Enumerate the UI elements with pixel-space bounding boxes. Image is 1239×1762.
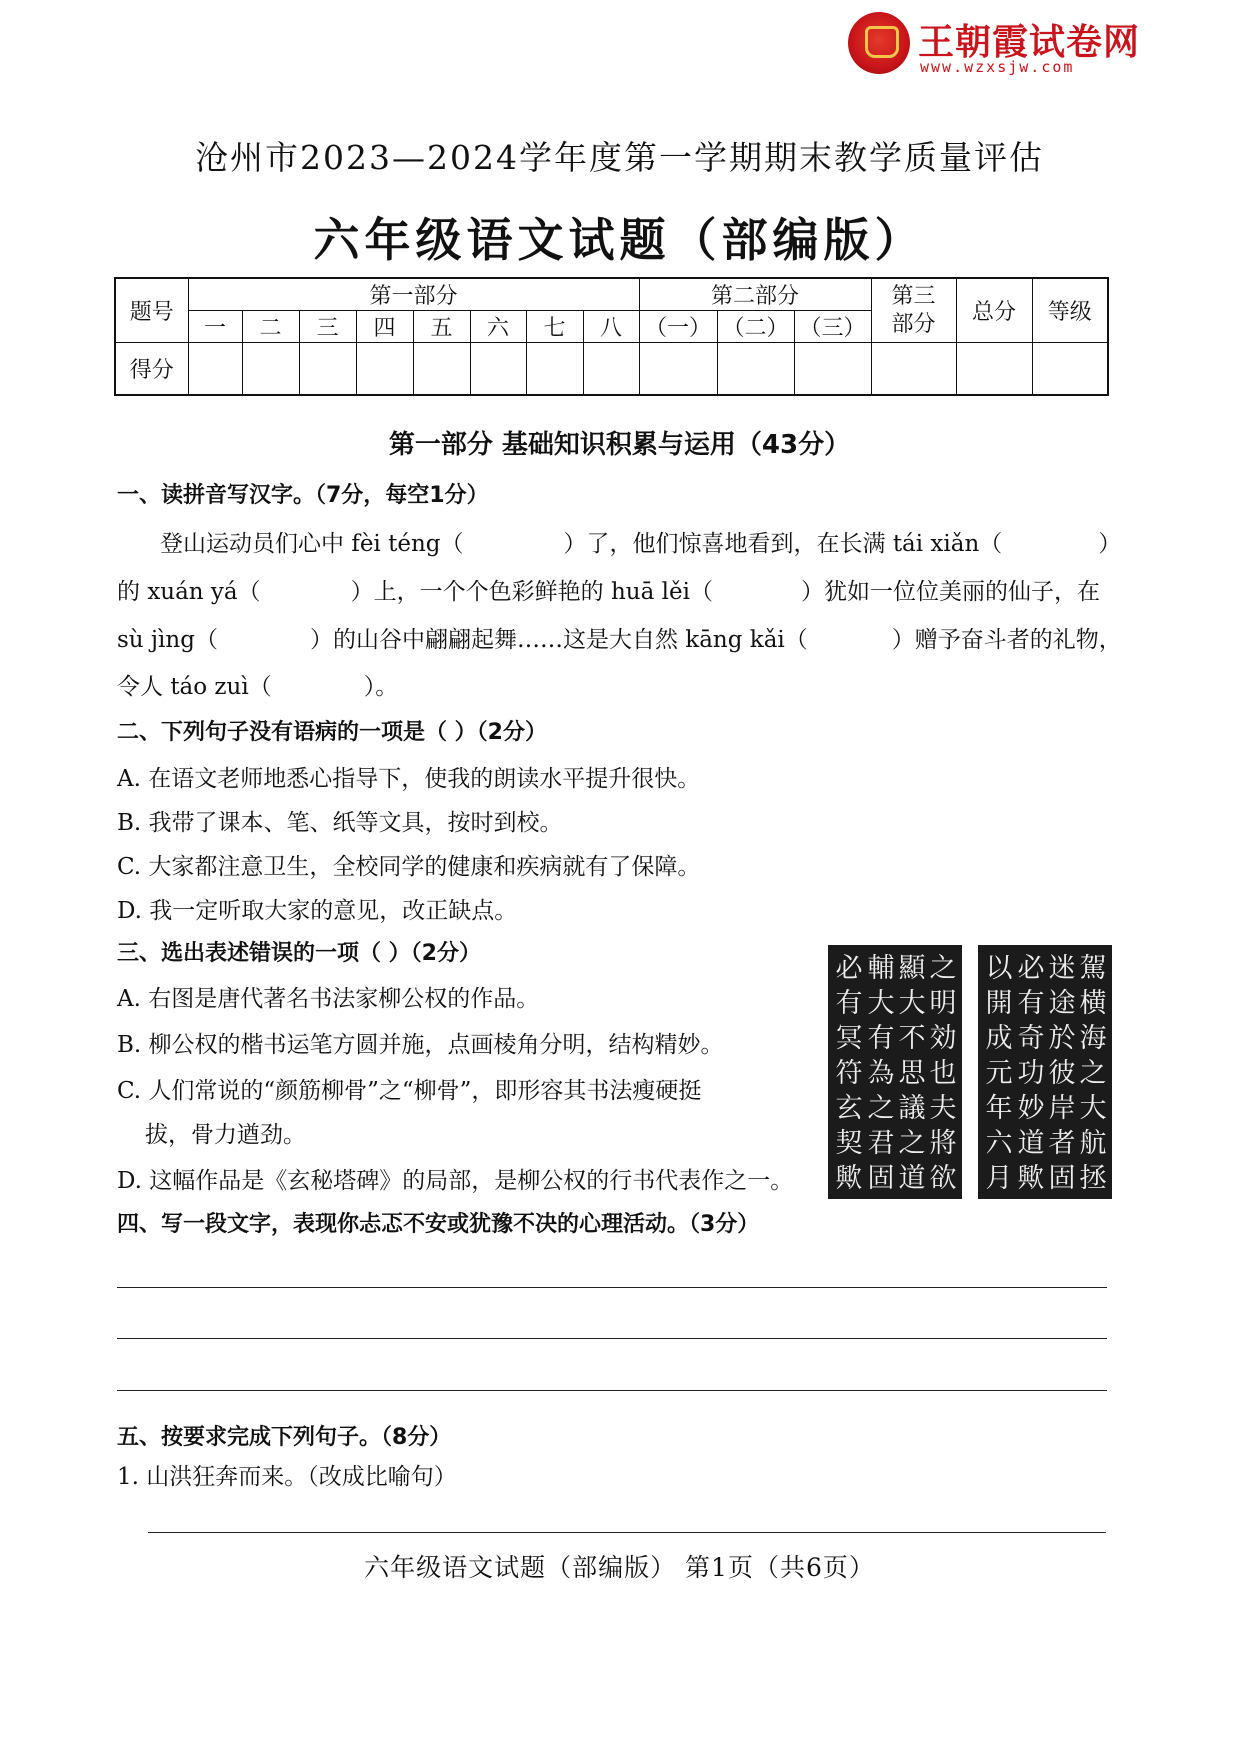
q1-text: 令人	[117, 674, 163, 700]
answer-line[interactable]	[117, 1338, 1107, 1339]
row-label-question: 题号	[115, 278, 188, 343]
item-3: 三	[299, 311, 356, 343]
score-cell[interactable]	[794, 343, 871, 395]
pinyin: fèi téng	[351, 531, 441, 557]
q2-option-a[interactable]: A. 在语文老师地悉心指导下，使我的朗读水平提升很快。	[117, 766, 701, 792]
item-5: 五	[413, 311, 470, 343]
q2-option-d[interactable]: D. 我一定听取大家的意见，改正缺点。	[117, 898, 518, 924]
item-part2-3: （三）	[794, 311, 871, 343]
header-part2: 第二部分	[639, 278, 871, 311]
score-cell[interactable]	[356, 343, 413, 395]
score-cell[interactable]	[413, 343, 470, 395]
answer-line[interactable]	[117, 1390, 1107, 1391]
item-4: 四	[356, 311, 413, 343]
q4-heading: 四、写一段文字，表现你忐忑不安或犹豫不决的心理活动。（3分）	[117, 1212, 760, 1237]
seal-icon	[848, 12, 910, 74]
q3-option-b[interactable]: B. 柳公权的楷书运笔方圆并施，点画棱角分明，结构精妙。	[117, 1032, 724, 1058]
pinyin: sù jìng	[117, 627, 195, 653]
calligraphy-column: 之明効也夫將欲	[929, 953, 957, 1194]
calligraphy-column: 必有奇功妙道歟	[1017, 953, 1045, 1194]
q2-option-c[interactable]: C. 大家都注意卫生，全校同学的健康和疾病就有了保障。	[117, 854, 701, 880]
score-cell[interactable]	[470, 343, 526, 395]
q2-heading: 二、下列句子没有语病的一项是（ ）（2分）	[117, 720, 547, 745]
q1-text: 了，他们惊喜地看到，在长满	[586, 531, 886, 557]
q3-option-c-cont: 拔，骨力遒劲。	[145, 1122, 306, 1148]
item-1: 一	[188, 311, 242, 343]
header-part3: 第三部分	[871, 278, 956, 343]
pinyin: huā lěi	[610, 579, 690, 605]
item-7: 七	[526, 311, 583, 343]
score-cell[interactable]	[639, 343, 717, 395]
score-cell[interactable]	[717, 343, 794, 395]
item-part2-1: （一）	[639, 311, 717, 343]
logo-brand: 王朝霞试卷网	[918, 22, 1141, 63]
pinyin: kāng kǎi	[685, 627, 785, 653]
site-logo	[848, 10, 1178, 76]
q5-item-1: 1. 山洪狂奔而来。（改成比喻句）	[117, 1464, 457, 1490]
score-cell[interactable]	[583, 343, 639, 395]
q1-line2: 的 xuán yá（ ）上，一个个色彩鲜艳的 huā lěi（ ）犹如一位位美丽的仙子，在	[117, 579, 1100, 605]
score-cell[interactable]	[188, 343, 242, 395]
score-cell[interactable]	[1032, 343, 1108, 395]
calligraphy-column: 迷途於彼岸者固	[1048, 953, 1076, 1194]
calligraphy-column: 以開成元年六月	[985, 953, 1013, 1194]
q1-heading: 一、读拼音写汉字。（7分，每空1分）	[117, 483, 489, 508]
calligraphy-image-left	[828, 945, 962, 1199]
page-footer: 六年级语文试题（部编版） 第1页（共6页）	[364, 1553, 875, 1582]
q3-option-c[interactable]: C. 人们常说的“颜筋柳骨”之“柳骨”，即形容其书法瘦硬挺	[117, 1078, 702, 1104]
q3-option-a[interactable]: A. 右图是唐代著名书法家柳公权的作品。	[117, 986, 540, 1012]
header-part1: 第一部分	[188, 278, 639, 311]
q2-option-b[interactable]: B. 我带了课本、笔、纸等文具，按时到校。	[117, 810, 563, 836]
q1-text: 的山谷中翩翩起舞……这是大自然	[332, 627, 678, 653]
answer-line[interactable]	[148, 1532, 1106, 1533]
row-label-score: 得分	[115, 343, 188, 395]
item-6: 六	[470, 311, 526, 343]
q1-line1: 登山运动员们心中 fèi téng（ ）了，他们惊喜地看到，在长满 tái xiǎn（ ）	[160, 531, 1122, 557]
part1-heading: 第一部分 基础知识积累与运用（43分）	[388, 430, 851, 460]
q1-text: 登山运动员们心中	[160, 531, 344, 557]
calligraphy-column: 必有冥符玄契歟	[835, 953, 863, 1194]
score-cell[interactable]	[242, 343, 299, 395]
calligraphy-column: 顯大不思議之道	[898, 953, 926, 1194]
answer-line[interactable]	[117, 1287, 1107, 1288]
q1-text: 。	[375, 674, 399, 700]
score-cell[interactable]	[299, 343, 356, 395]
calligraphy-image-right	[978, 945, 1112, 1199]
q5-heading: 五、按要求完成下列句子。（8分）	[117, 1425, 452, 1450]
item-8: 八	[583, 311, 639, 343]
header-grade: 等级	[1032, 278, 1108, 343]
q1-text: 上，一个个色彩鲜艳的	[373, 579, 604, 605]
q1-text: 的	[117, 579, 140, 605]
q1-text: 犹如一位位美丽的仙子，在	[823, 579, 1100, 605]
q1-line3: sù jìng（ ）的山谷中翩翩起舞……这是大自然 kāng kǎi（ ）赠予奋斗者的礼物，	[117, 627, 1122, 653]
item-2: 二	[242, 311, 299, 343]
pinyin: xuán yá	[147, 579, 238, 605]
pinyin: tái xiǎn	[892, 531, 980, 557]
exam-subtitle: 六年级语文试题（部编版）	[313, 213, 926, 267]
exam-title: 沧州市2023—2024学年度第一学期期末教学质量评估	[195, 138, 1044, 177]
score-cell[interactable]	[526, 343, 583, 395]
calligraphy-column: 輔大有為之君固	[867, 953, 895, 1194]
logo-url: www.wzxsjw.com	[920, 58, 1075, 76]
item-part2-2: （二）	[717, 311, 794, 343]
score-table	[114, 277, 1109, 396]
q3-heading: 三、选出表述错误的一项（ ）（2分）	[117, 941, 481, 966]
q1-text: 赠予奋斗者的礼物，	[914, 627, 1122, 653]
score-cell[interactable]	[956, 343, 1032, 395]
q3-option-d[interactable]: D. 这幅作品是《玄秘塔碑》的局部，是柳公权的行书代表作之一。	[117, 1168, 794, 1194]
calligraphy-column: 駕横海之大航拯	[1079, 953, 1107, 1194]
score-cell[interactable]	[871, 343, 956, 395]
q1-line4: 令人 táo zuì（ ）。	[117, 674, 399, 700]
header-total: 总分	[956, 278, 1032, 343]
pinyin: táo zuì	[170, 674, 249, 700]
